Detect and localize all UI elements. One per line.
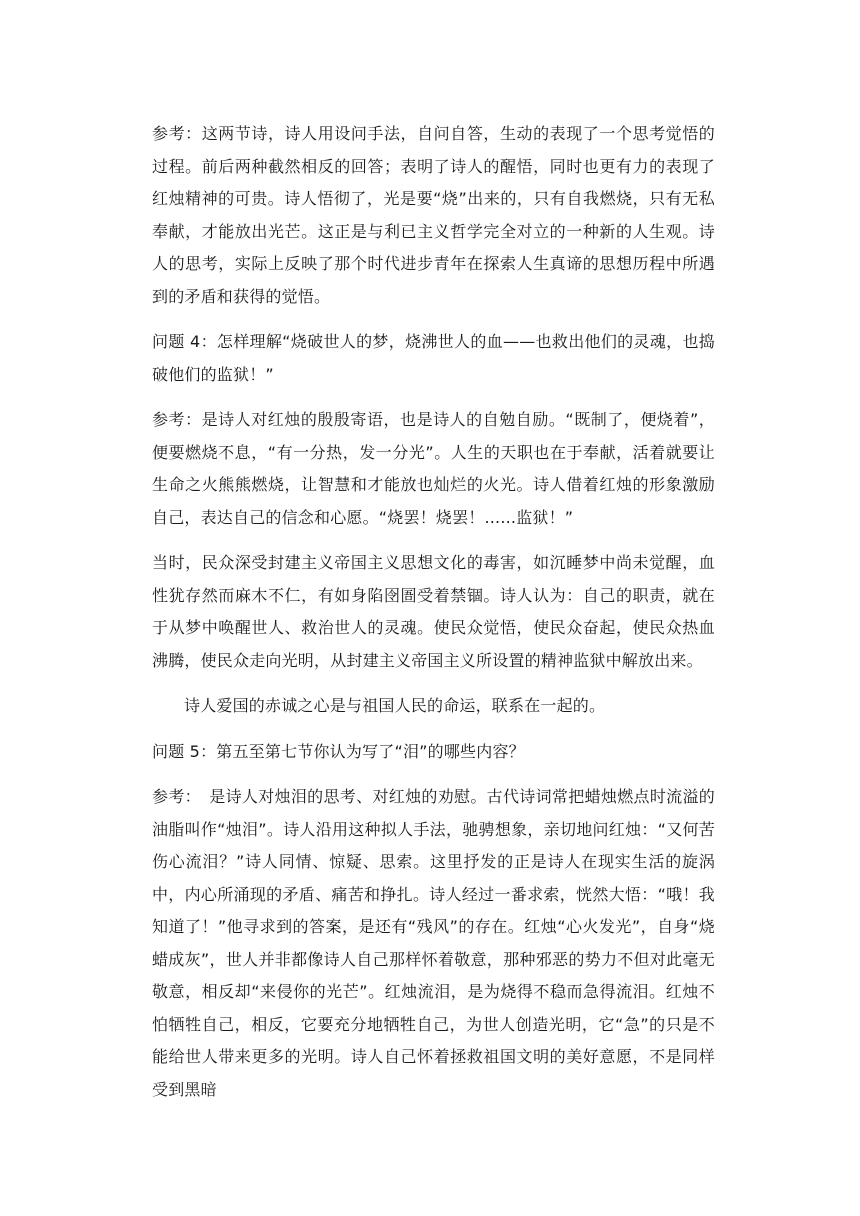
answer-paragraph-question-4: 参考：是诗人对红烛的殷殷寄语，也是诗人的自勉自励。“既制了，便烧着”，便要燃烧不息，“有一分热，发一分光”。人生的天职也在于奉献，活着就要让生命之火熊熊燃烧，让智慧和才能放也灿烂的火光。诗人借着红烛的形象激励自己，表达自己的信念和心愿。“烧罢！烧罢！......监狱！” xyxy=(152,410,715,527)
paragraph-gap xyxy=(152,768,715,781)
summary-paragraph: 诗人爱国的赤诚之心是与祖国人民的命运，联系在一起的。 xyxy=(184,696,606,715)
paragraph-gap xyxy=(152,313,715,326)
paragraph-gap xyxy=(152,391,715,404)
answer-paragraph-stanza-reflection: 参考：这两节诗，诗人用设问手法，自问自答，生动的表现了一个思考觉悟的过程。前后两种截然相反的回答；表明了诗人的醒悟，同时也更有力的表现了红烛精神的可贵。诗人悟彻了，光是要“烧”出来的，只有自我燃烧，只有无私奉献，才能放出光芒。这正是与利已主义哲学完全对立的一种新的人生观。诗人的思考，实际上反映了那个时代进步青年在探索人生真谛的思想历程中所遇到的矛盾和获得的觉悟。 xyxy=(152,124,715,306)
document-body xyxy=(152,118,715,1106)
paragraph-gap xyxy=(152,723,715,736)
paragraph-gap xyxy=(152,534,715,547)
question-4-paragraph: 问题 4：怎样理解“烧破世人的梦，烧沸世人的血——也救出他们的灵魂，也捣破他们的监狱！” xyxy=(152,332,715,384)
answer-paragraph-question-5: 参考： 是诗人对烛泪的思考、对红烛的劝慰。古代诗词常把蜡烛燃点时流溢的油脂叫作“烛泪”。诗人沿用这种拟人手法，驰骋想象，亲切地问红烛：“又何苦伤心流泪？”诗人同情、惊疑、思索。这里抒发的正是诗人在现实生活的旋涡中，内心所涌现的矛盾、痛苦和挣扎。诗人经过一番求索，恍然大悟：“哦！我知道了！”他寻求到的答案，是还有“残风”的存在。红烛“心火发光”，自身“烧蜡成灰”，世人并非都像诗人自己那样怀着敬意，那种邪恶的势力不但对此毫无敬意，相反却“来侵你的光芒”。红烛流泪，是为烧得不稳而急得流泪。红烛不怕牺牲自己，相反，它要充分地牺牲自己，为世人创造光明，它“急”的只是不能给世人带来更多的光明。诗人自己怀着拯救祖国文明的美好意愿，不是同样受到黑暗 xyxy=(152,787,715,1099)
context-paragraph: 当时，民众深受封建主义帝国主义思想文化的毒害，如沉睡梦中尚未觉醒，血性犹存然而麻木不仁，有如身陷囹圄受着禁锢。诗人认为：自己的职责，就在于从梦中唤醒世人、救治世人的灵魂。使民众觉悟，使民众奋起，使民众热血沸腾，使民众走向光明，从封建主义帝国主义所设置的精神监狱中解放出来。 xyxy=(152,553,715,670)
paragraph-gap xyxy=(152,677,715,690)
question-5-paragraph: 问题 5：第五至第七节你认为写了“泪”的哪些内容？ xyxy=(152,741,525,761)
